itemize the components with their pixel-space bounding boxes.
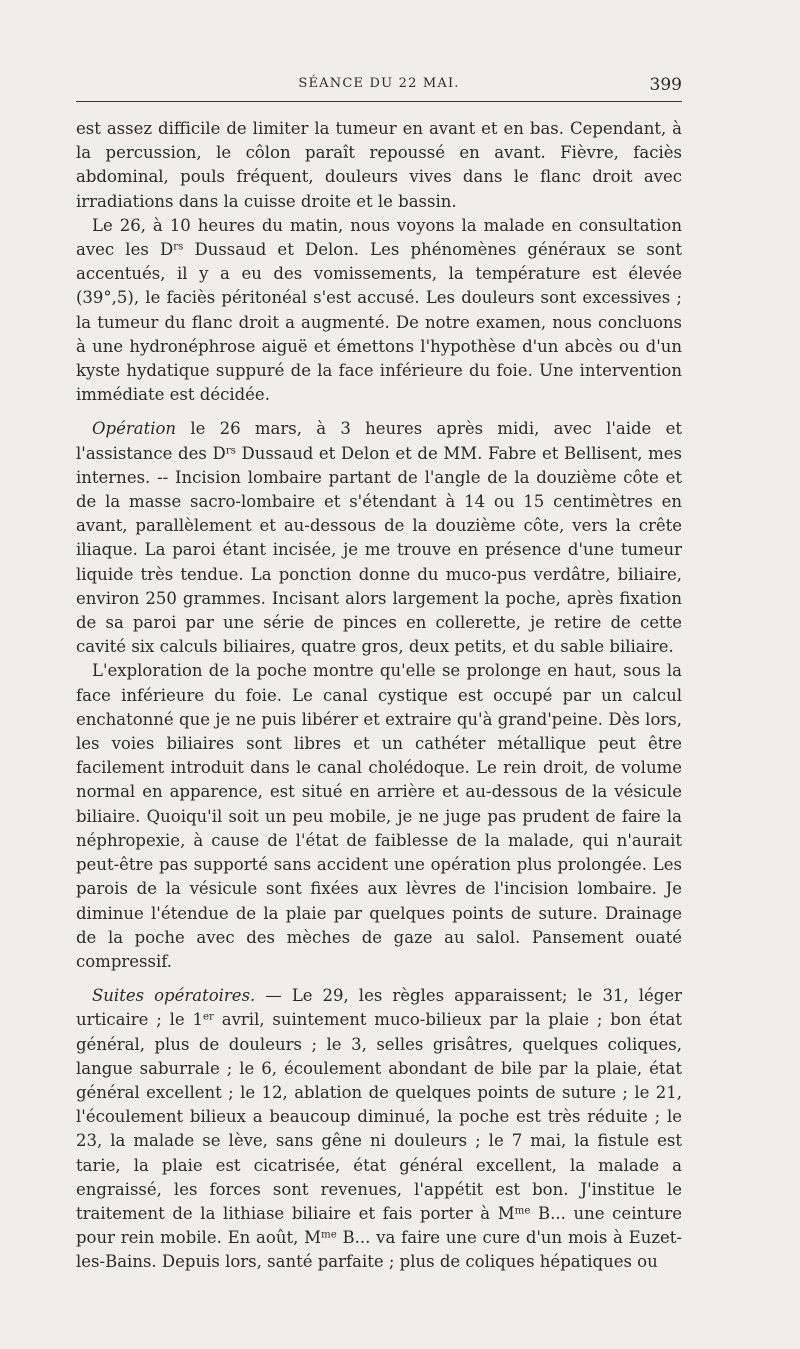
superscript: me (321, 1229, 337, 1241)
page-number: 399 (649, 75, 682, 95)
paragraph-4: L'exploration de la poche montre qu'elle se prolonge en haut, sous la face inférieure du foie. Le canal cystique est occupé par un calcul enchatonné que je ne puis libérer et extraire qu'à grand'peine. Dès lors, les voies biliaires sont libres et un cathéter métallique peut être facilement introduit dans le canal cholédoque. Le rein droit, de volume normal en apparence, est situé en arrière et au-dessous de la vésicule biliaire. Quoiqu'il soit un peu mobile, je ne juge pas prudent de faire la néphropexie, à cause de l'état de faiblesse de la malade, qui n'aurait peut-être pas supporté sans accident une opération plus prolongée. Les parois de la vésicule sont fixées aux lèvres de l'incision lombaire. Je diminue l'étendue de la plaie par quelques points de suture. Drainage de la poche avec des mèches de gaze au salol. Pansement ouaté compressif. (76, 661, 682, 971)
italic-heading: Suites opératoires. (92, 986, 256, 1006)
superscript: er (203, 1011, 214, 1023)
italic-heading: Opération (92, 419, 177, 439)
text-run: avril, suintement muco-bilieux par la plaie ; bon état général, plus de douleurs ; le 3, selles grisâtres, quelques coliques, langue saburrale ; le 6, écoulement abondant de bile par la plaie, état général excellent ; le 12, ablation de quelques points de suture ; le 21, l'écoulement bilieux a beaucoup diminué, la poche est très réduite ; le 23, la malade se lève, sans gêne ni douleurs ; le 7 mai, la fistule est tarie, la plaie est cicatrisée, état général excellent, la malade a engraissé, les forces sont revenues, l'appétit est bon. J'institue le traitement de la lithiase biliaire et fais porter à M (76, 1010, 683, 1223)
paragraph-5 (76, 984, 682, 1274)
superscript: me (514, 1205, 531, 1217)
text-run: — Le 29, les règles apparaissent; le 31, léger urticaire ; le 1 (76, 986, 682, 1030)
paragraph-1: est assez difficile de limiter la tumeur en avant et en bas. Cependant, à la percussion, le côlon paraît repoussé en avant. Fièvre, faciès abdominal, pouls fréquent, douleurs vives dans le flanc droit avec irradiations dans la cuisse droite et le bassin. (76, 119, 682, 211)
running-head: SÉANCE DU 22 MAI. (298, 76, 460, 91)
text-run: le 26 mars, à 3 heures après midi, avec l'aide et l'assistance des D (76, 419, 682, 463)
text-run: Dussaud et Delon et de MM. Fabre et Bellisent, mes internes. -- Incision lombaire partant de l'angle de la douzième côte et de la masse sacro-lombaire et s'étendant à 14 ou 15 centimètres en avant, parallèlement et au-dessous de la douzième côte, vers la crête iliaque. La paroi étant incisée, je me trouve en présence d'une tumeur liquide très tendue. La ponction donne du muco-pus verdâtre, biliaire, environ 250 grammes. Incisant alors largement la poche, après fixation de sa paroi par une série de pinces en collerette, je retire de cette cavité six calculs biliaires, quatre gros, deux petits, et du sable biliaire. (76, 443, 682, 657)
paragraph-2 (76, 214, 682, 408)
body-text (76, 117, 682, 1275)
header-rule (76, 101, 682, 102)
superscript: rs (225, 445, 236, 457)
page-header (76, 76, 682, 100)
superscript: rs (173, 241, 184, 253)
text-run: B... va faire une cure d'un mois à Euzet-les-Bains. Depuis lors, santé parfaite ; plus de coliques hépatiques ou (76, 1228, 683, 1272)
text-run: B... une ceinture pour rein mobile. En août, M (76, 1203, 683, 1248)
text-run: Le 26, à 10 heures du matin, nous voyons la malade en consultation avec les D (76, 215, 682, 260)
text-run: Dussaud et Delon. Les phénomènes généraux se sont accentués, il y a eu des vomissements, la température est élevée (39°,5), le faciès péritonéal s'est accusé. Les douleurs sont excessives ; la tumeur du flanc droit a augmenté. De notre examen, nous concluons à une hydronéphrose aiguë et émettons l'hypothèse d'un abcès ou d'un kyste hydatique suppuré de la face inférieure du foie. Une intervention immédiate est décidée. (76, 240, 682, 405)
paragraph-3 (76, 417, 682, 659)
